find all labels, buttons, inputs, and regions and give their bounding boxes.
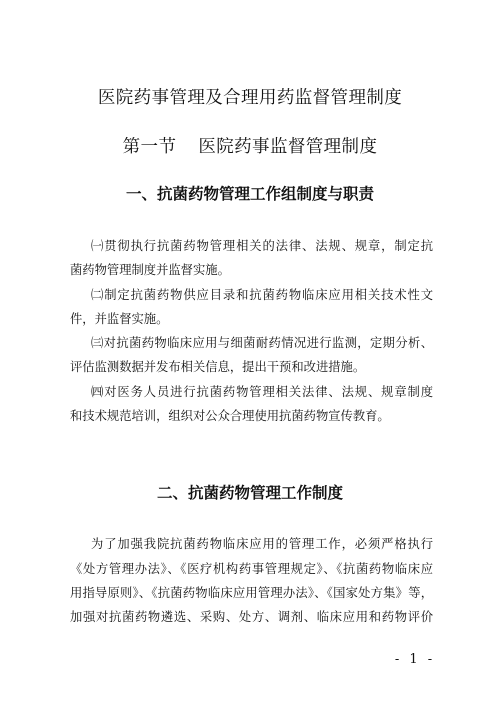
section-title: 医院药事监督管理制度 xyxy=(198,137,378,157)
part-two-line: 加强对抗菌药物遴选、采购、处方、调剂、临床应用和药物评价 xyxy=(70,610,433,624)
part-two-line: 用指导原则》、《抗菌药物临床应用管理办法》、《国家处方集》等， xyxy=(70,586,433,600)
section-heading xyxy=(0,135,500,159)
part-one-line: 菌药物管理制度并监督实施。 xyxy=(70,263,230,277)
section-number: 第一节 xyxy=(122,137,177,157)
part-one-line: ㈡制定抗菌药物供应目录和抗菌药物临床应用相关技术性文 xyxy=(91,288,433,302)
part-one-line: 和技术规范培训，组织对公众合理使用抗菌药物宣传教育。 xyxy=(70,409,390,423)
part-two-heading: 二、抗菌药物管理工作制度 xyxy=(156,484,343,502)
part-one-line: 评估监测数据并发布相关信息，提出干预和改进措施。 xyxy=(70,360,366,374)
part-two-line: 《处方管理办法》、《医疗机构药事管理规定》、《抗菌药物临床应 xyxy=(70,562,433,576)
part-one-line: ㈣对医务人员进行抗菌药物管理相关法律、法规、规章制度 xyxy=(91,385,433,399)
part-two-line: 为了加强我院抗菌药物临床应用的管理工作，必须严格执行 xyxy=(91,537,433,551)
document-title: 医院药事管理及合理用药监督管理制度 xyxy=(97,88,403,108)
page-number: - 1 - xyxy=(394,652,436,667)
part-one-line: ㈠贯彻执行抗菌药物管理相关的法律、法规、规章，制定抗 xyxy=(91,239,433,253)
part-one-line: ㈢对抗菌药物临床应用与细菌耐药情况进行监测，定期分析、 xyxy=(91,336,433,350)
part-one-line: 件，并监督实施。 xyxy=(70,312,169,326)
part-one-heading: 一、抗菌药物管理工作组制度与职责 xyxy=(125,185,374,203)
